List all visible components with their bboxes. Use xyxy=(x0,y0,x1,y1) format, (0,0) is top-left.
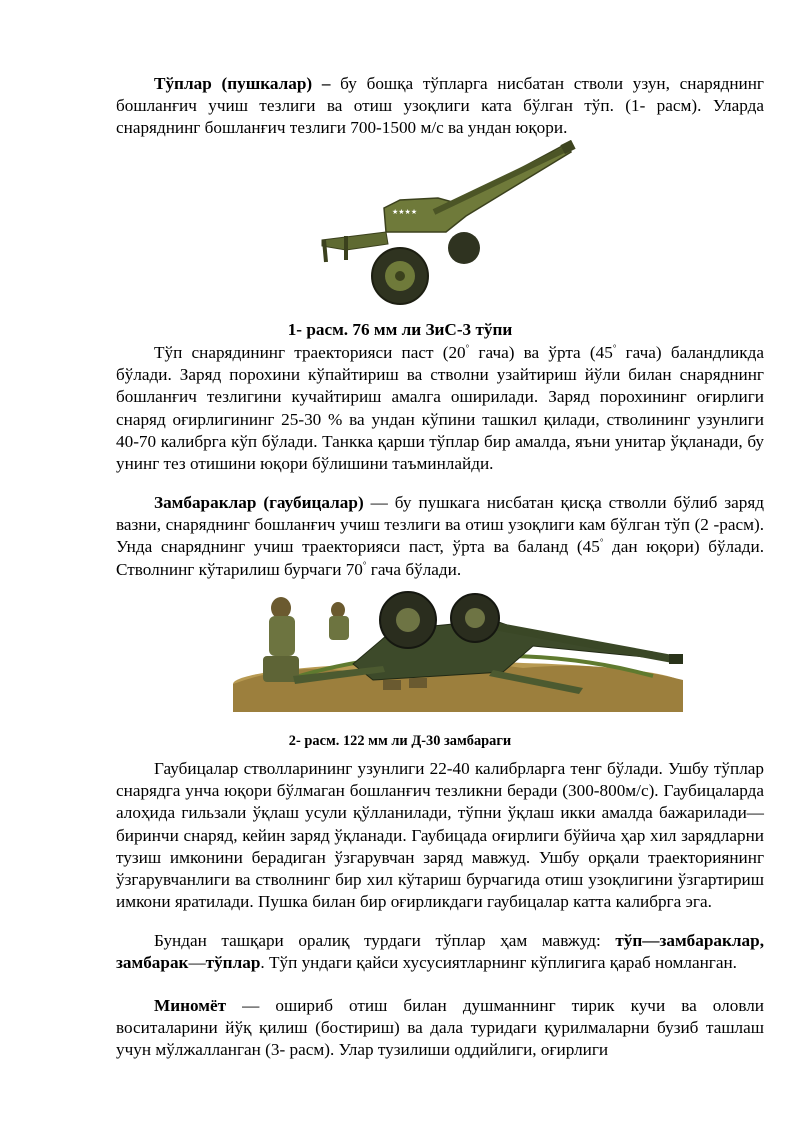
figure-1-caption: 1- расм. 76 мм ли ЗиС-3 тўпи xyxy=(287,320,513,339)
paragraph-mortar: Миномёт — ошириб отиш билан душманнинг тирик кучи ва оловли воситаларини йўқ қилиш (бостириш) ва дала туридаги қурилмаларни бузиб ташлаш учун мўлжалланган (3- расм). Улар тузилиши оддийлиги, оғирлиги xyxy=(116,996,764,1060)
term-howitzers: Замбараклар (гаубицалар) xyxy=(154,493,364,512)
paragraph-guns: Тўплар (пушкалар) – бу бошқа тўпларга нисбатан стволи узун, снаряднинг бошланғич учиш тезлиги ва отиш узоқлиги ката бўлган тўп. (1- расм). Уларда снаряднинг бошланғич тезлиги 700-1500 м/с ва ундан юқори. xyxy=(116,74,764,138)
term-guns: Тўплар (пушкалар) xyxy=(154,74,313,93)
figure-2-caption: 2- расм. 122 мм ли Д-30 замбараги xyxy=(288,733,512,749)
figure-d30-howitzer xyxy=(233,580,703,712)
figure-zis3-gun xyxy=(316,140,578,308)
paragraph-intermediate-types: Бундан ташқари оралиқ турдаги тўплар ҳам мавжуд: тўп—замбараклар, замбарак—тўплар. Тўп ундаги қайси хусусиятларнинг кўплигига қараб номланган. xyxy=(116,931,764,973)
term-mortar: Миномёт xyxy=(154,996,227,1015)
paragraph-howitzers: Замбараклар (гаубицалар) — бу пушкага нисбатан қисқа стволли бўлиб заряд вазни, снаряднинг бошланғич учиш тезлиги ва отиш узоқлиги кам бўлган тўп (2 -расм). Унда снаряднинг учиш траекторияси паст, ўрта ва баланд (45° дан юқори) бўлади. Стволнинг кўтарилиш бурчаги 70° гача бўлади. xyxy=(116,493,764,579)
paragraph-howitzer-barrels: Гаубицалар стволларининг узунлиги 22-40 калибрларга тенг бўлади. Ушбу тўплар снарядга унча юқори бўлмаган бошланғич тезликни беради (300-800м/с). Гаубицаларда алоҳида гильзали ўқлаш усули қўлланилади, тўпни ўқлаш икки амалда бажарилади—биринчи снаряд, кейин заряд ўқланади. Гаубицада оғирлиги бўйича ҳар хил зарядларни тузиш имконини берадиган ўзгарувчан заряд мавжуд. Ушбу орқали траекториянинг ўзгарувчанлиги ва стволнинг бир хил кўтариш бурчагида отиш узоқлигини ўзгартириш имкони яратилади. Пушка билан бир оғирликдаги гаубицалар катта калибрга эга. xyxy=(116,759,764,912)
term-gun-howitzers: тўп—замбараклар, замбарак xyxy=(116,931,764,973)
shield-stars: ★★★★ xyxy=(392,208,418,216)
paragraph-gun-trajectory: Тўп снарядининг траекторияси паст (20° гача) ва ўрта (45° гача) баландликда бўлади. Заряд порохини кўпайтириш ва стволни узайтириш йўли билан снаряднинг бошланғич тезлигини кучайтириш амалга оширилади. Заряд порохининг оғирлиги снаряд оғирлигининг 25-30 % ва ундан кўпини ташкил қилади, стволининг узунлиги 40-70 калибрга кўп бўлади. Танкка қарши тўплар бир амалда, яъни унитар ўқланади, бу унинг тез отишини юқори бўлишини таъминлайди. xyxy=(116,343,764,474)
term-howitzer-guns: тўплар xyxy=(205,953,261,973)
